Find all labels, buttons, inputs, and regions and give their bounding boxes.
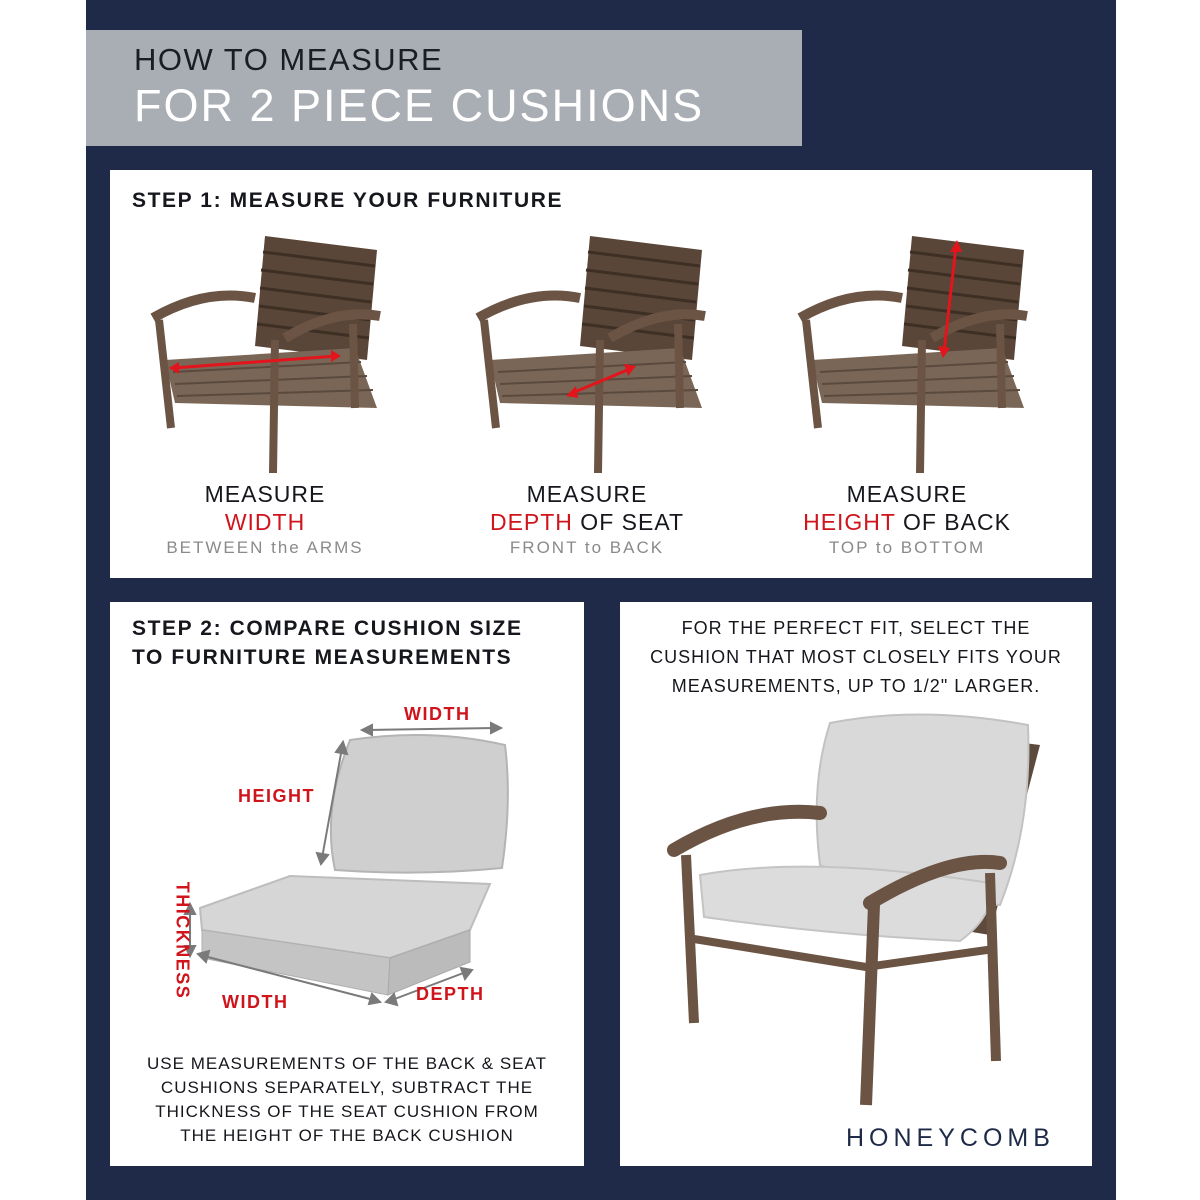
caption-measure-label: MEASURE [204, 481, 326, 507]
caption-sub: FRONT to BACK [509, 538, 665, 557]
chair-drawing [153, 236, 380, 473]
chair-height-illustration [792, 228, 1042, 478]
caption-measure-label: MEASURE [526, 481, 648, 507]
caption-highlight: WIDTH [224, 509, 306, 535]
step2-heading-line2: TO FURNITURE MEASUREMENTS [132, 646, 513, 669]
chair-width-illustration [145, 228, 395, 478]
caption-rest: OF BACK [895, 509, 1011, 535]
step2-heading [132, 614, 523, 672]
note-line: THICKNESS OF THE SEAT CUSHION FROM [155, 1102, 539, 1121]
fit-line: CUSHION THAT MOST CLOSELY FITS YOUR [650, 647, 1062, 667]
caption-rest: OF SEAT [572, 509, 685, 535]
caption-highlight: HEIGHT [803, 509, 896, 535]
caption-height [752, 480, 1062, 560]
fit-line: FOR THE PERFECT FIT, SELECT THE [681, 618, 1031, 638]
chair-drawing [478, 236, 705, 473]
chair-depth-illustration [470, 228, 720, 478]
title-line-1: HOW TO MEASURE [134, 42, 444, 77]
back-width-label: WIDTH [404, 704, 471, 724]
title-line-2: FOR 2 PIECE CUSHIONS [134, 80, 705, 131]
caption-depth [432, 480, 742, 560]
caption-measure-label: MEASURE [846, 481, 968, 507]
fit-line: MEASUREMENTS, UP TO 1/2" LARGER. [671, 676, 1041, 696]
caption-width [110, 480, 420, 560]
note-line: USE MEASUREMENTS OF THE BACK & SEAT [147, 1054, 547, 1073]
fit-note [624, 614, 1088, 701]
thickness-label: THICKNESS [172, 881, 193, 1000]
seat-width-label: WIDTH [222, 992, 289, 1012]
seat-depth-label: DEPTH [416, 984, 485, 1004]
chair-seat-cushion [700, 867, 991, 941]
brand-logo: HONEYCOMB [846, 1124, 1055, 1152]
step2-heading-line1: STEP 2: COMPARE CUSHION SIZE [132, 617, 523, 640]
cushioned-chair-illustration [660, 705, 1060, 1115]
chair-drawing [800, 236, 1027, 473]
back-width-arrow [368, 728, 495, 730]
note-line: CUSHIONS SEPARATELY, SUBTRACT THE [160, 1078, 534, 1097]
back-height-label: HEIGHT [238, 786, 316, 806]
caption-highlight: DEPTH [489, 509, 573, 535]
caption-sub: TOP to BOTTOM [828, 538, 986, 557]
back-cushion [331, 735, 508, 873]
note-line: THE HEIGHT OF THE BACK CUSHION [180, 1126, 514, 1145]
step1-heading: STEP 1: MEASURE YOUR FURNITURE [132, 189, 564, 212]
caption-sub: BETWEEN the ARMS [166, 538, 364, 557]
measurement-note [120, 1052, 574, 1148]
cushion-diagram [150, 700, 550, 1030]
